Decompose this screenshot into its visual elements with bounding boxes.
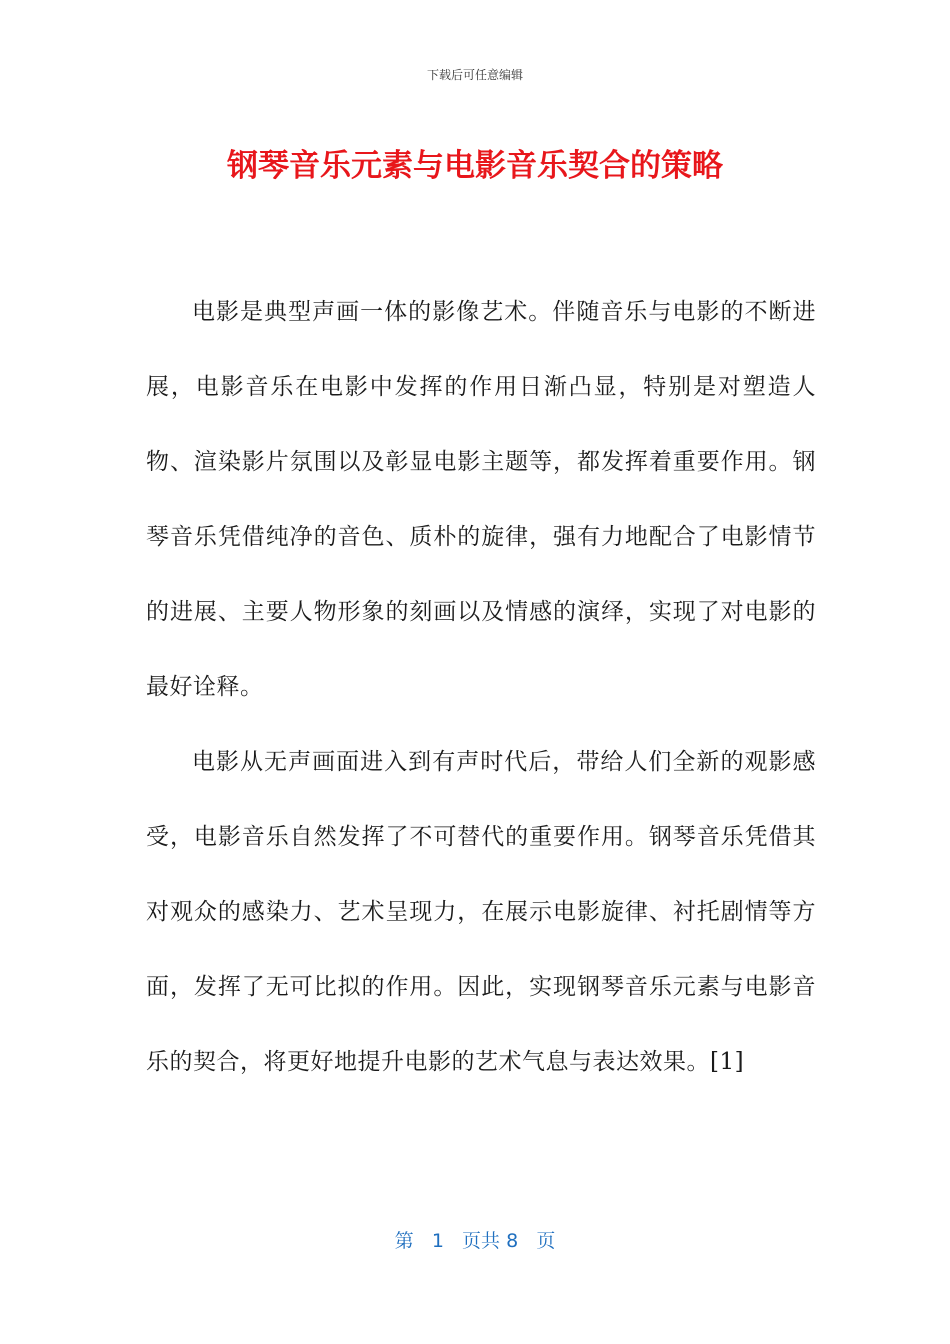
page-footer xyxy=(0,1226,950,1253)
paragraph-2: 电影从无声画面进入到有声时代后，带给人们全新的观影感受，电影音乐自然发挥了不可替代的重要作用。钢琴音乐凭借其对观众的感染力、艺术呈现力，在展示电影旋律、衬托剧情等方面，发挥了无可比拟的作用。因此，实现钢琴音乐元素与电影音乐的契合，将更好地提升电影的艺术气息与表达效果。[1] xyxy=(146,749,816,1075)
footer-total-pages: 8 xyxy=(506,1230,519,1252)
footer-page-prefix: 第 xyxy=(394,1230,414,1252)
footer-page-suffix: 页 xyxy=(536,1230,556,1252)
document-title: 钢琴音乐元素与电影音乐契合的策略 xyxy=(227,148,723,184)
header-note: 下载后可任意编辑 xyxy=(426,68,523,82)
document-body xyxy=(146,275,816,1100)
footer-page-mid: 页共 xyxy=(462,1230,501,1252)
footer-current-page: 1 xyxy=(431,1230,444,1252)
paragraph-1: 电影是典型声画一体的影像艺术。伴随音乐与电影的不断进展，电影音乐在电影中发挥的作用日渐凸显，特别是对塑造人物、渲染影片氛围以及彰显电影主题等，都发挥着重要作用。钢琴音乐凭借纯净的音色、质朴的旋律，强有力地配合了电影情节的进展、主要人物形象的刻画以及情感的演绎，实现了对电影的最好诠释。 xyxy=(146,299,816,700)
